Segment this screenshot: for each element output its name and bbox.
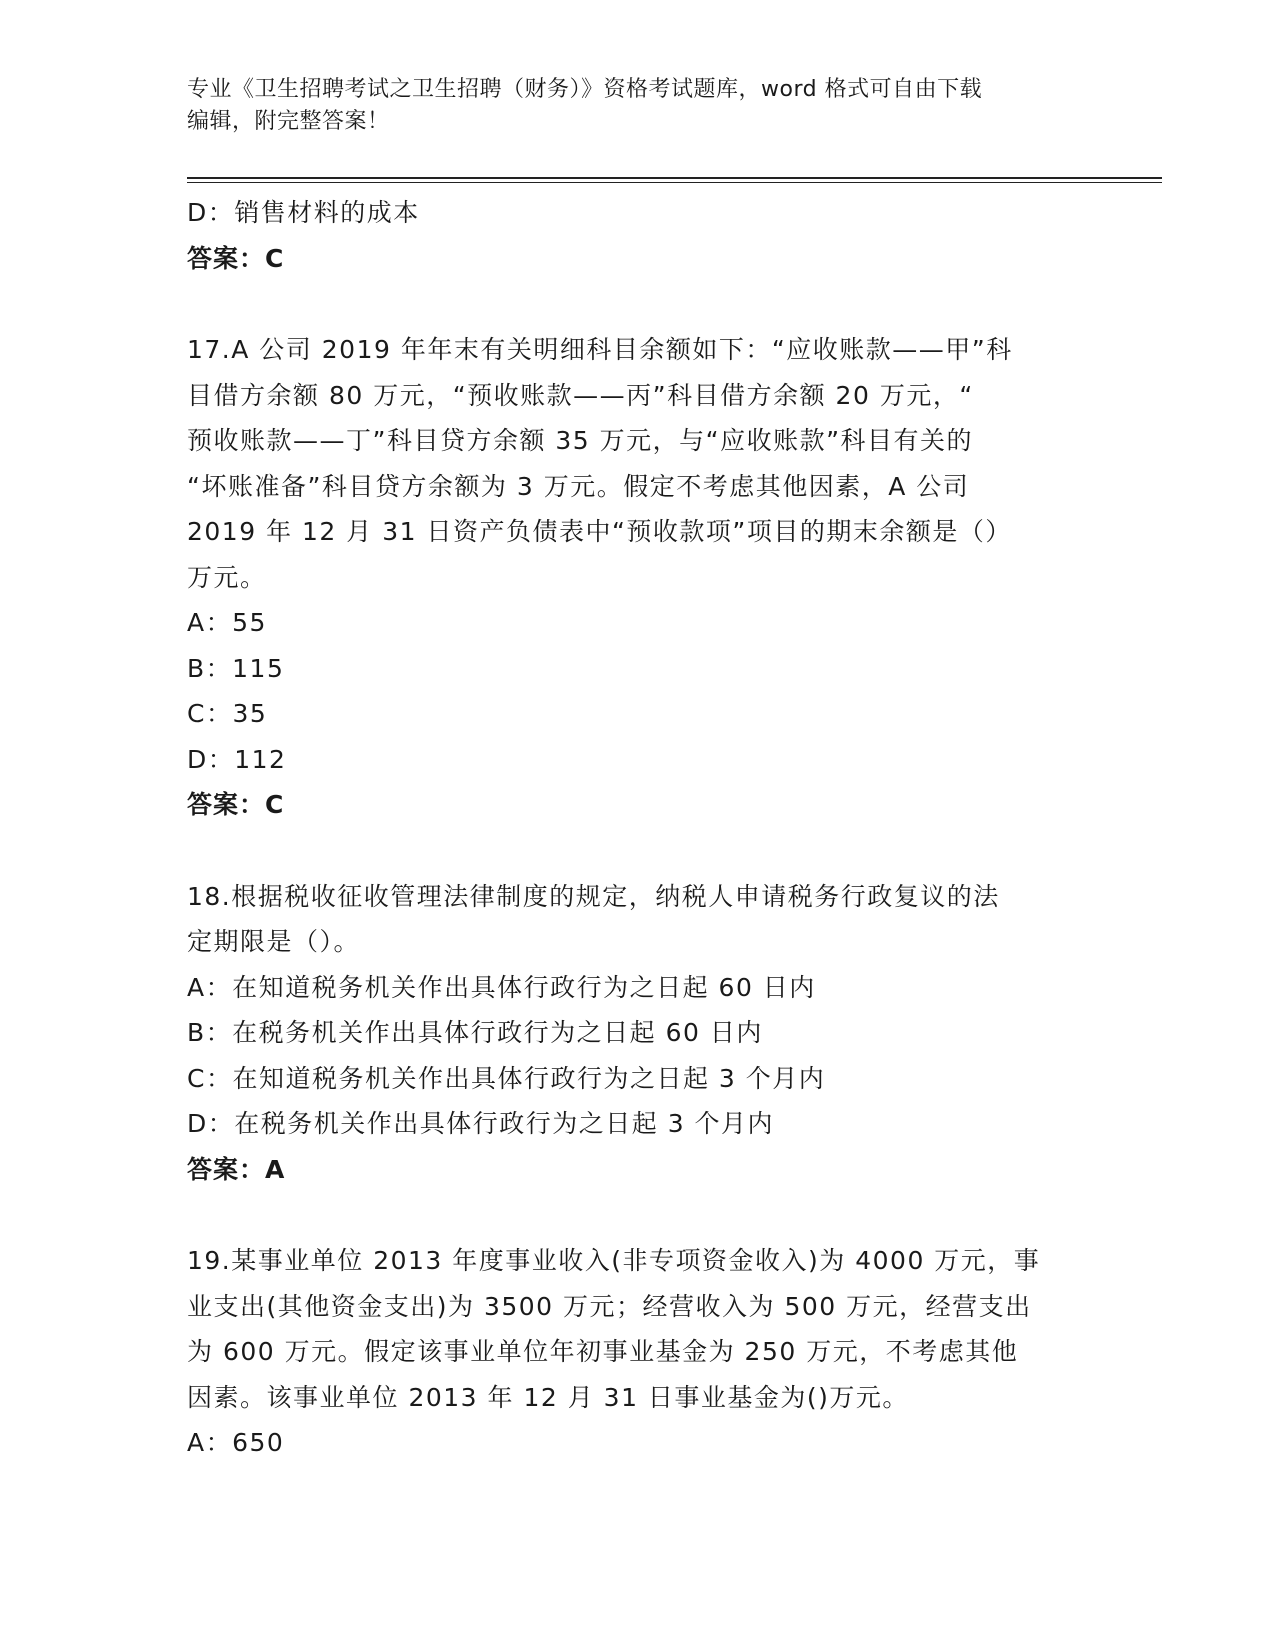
header-divider-thick (187, 177, 1162, 179)
question-19-line-3: 为 600 万元。假定该事业单位年初事业基金为 250 万元，不考虑其他 (187, 1337, 1019, 1366)
question-19-line-1: 19.某事业单位 2013 年度事业收入(非专项资金收入)为 4000 万元，事 (187, 1246, 1041, 1275)
question-18-option-c: C：在知道税务机关作出具体行政行为之日起 3 个月内 (187, 1063, 826, 1093)
header-line-1: 专业《卫生招聘考试之卫生招聘（财务）》资格考试题库，word 格式可自由下载 (187, 77, 983, 102)
header-line-2: 编辑，附完整答案！ (187, 109, 390, 134)
question-19-line-2: 业支出(其他资金支出)为 3500 万元；经营收入为 500 万元，经营支出 (187, 1291, 1032, 1321)
question-17-line-1: 17.A 公司 2019 年年末有关明细科目余额如下：“应收账款——甲”科 (187, 335, 1013, 364)
question-17-line-6: 万元。 (187, 562, 267, 592)
question-17-line-4: “坏账准备”科目贷方余额为 3 万元。假定不考虑其他因素，A 公司 (187, 471, 970, 501)
document-header (187, 74, 1087, 138)
question-18-option-d: D：在税务机关作出具体行政行为之日起 3 个月内 (187, 1109, 775, 1138)
question-17 (187, 327, 1087, 828)
question-18 (187, 874, 1087, 1193)
question-17-option-d: D：112 (187, 744, 287, 774)
question-19-line-4: 因素。该事业单位 2013 年 12 月 31 日事业基金为()万元。 (187, 1382, 909, 1412)
question-17-option-a: A：55 (187, 608, 267, 637)
question-18-option-a: A：在知道税务机关作出具体行政行为之日起 60 日内 (187, 972, 816, 1002)
header-divider-thin (187, 182, 1162, 183)
question-17-answer: 答案：C (187, 790, 285, 819)
question-17-line-5: 2019 年 12 月 31 日资产负债表中“预收款项”项目的期末余额是（） (187, 517, 1012, 546)
question-18-option-b: B：在税务机关作出具体行政行为之日起 60 日内 (187, 1018, 763, 1047)
question-19 (187, 1238, 1087, 1466)
prev-option-d: D：销售材料的成本 (187, 198, 420, 227)
question-18-line-2: 定期限是（）。 (187, 927, 361, 956)
question-19-option-a: A：650 (187, 1428, 285, 1457)
question-content (187, 190, 1087, 1466)
prev-answer: 答案：C (187, 243, 285, 273)
question-17-option-b: B：115 (187, 653, 285, 683)
question-18-line-1: 18.根据税收征收管理法律制度的规定，纳税人申请税务行政复议的法 (187, 881, 1000, 911)
question-17-line-3: 预收账款——丁”科目贷方余额 35 万元，与“应收账款”科目有关的 (187, 426, 974, 455)
question-17-option-c: C：35 (187, 699, 268, 728)
question-18-answer: 答案：A (187, 1154, 286, 1184)
question-17-line-2: 目借方余额 80 万元，“预收账款——丙”科目借方余额 20 万元，“ (187, 380, 974, 410)
